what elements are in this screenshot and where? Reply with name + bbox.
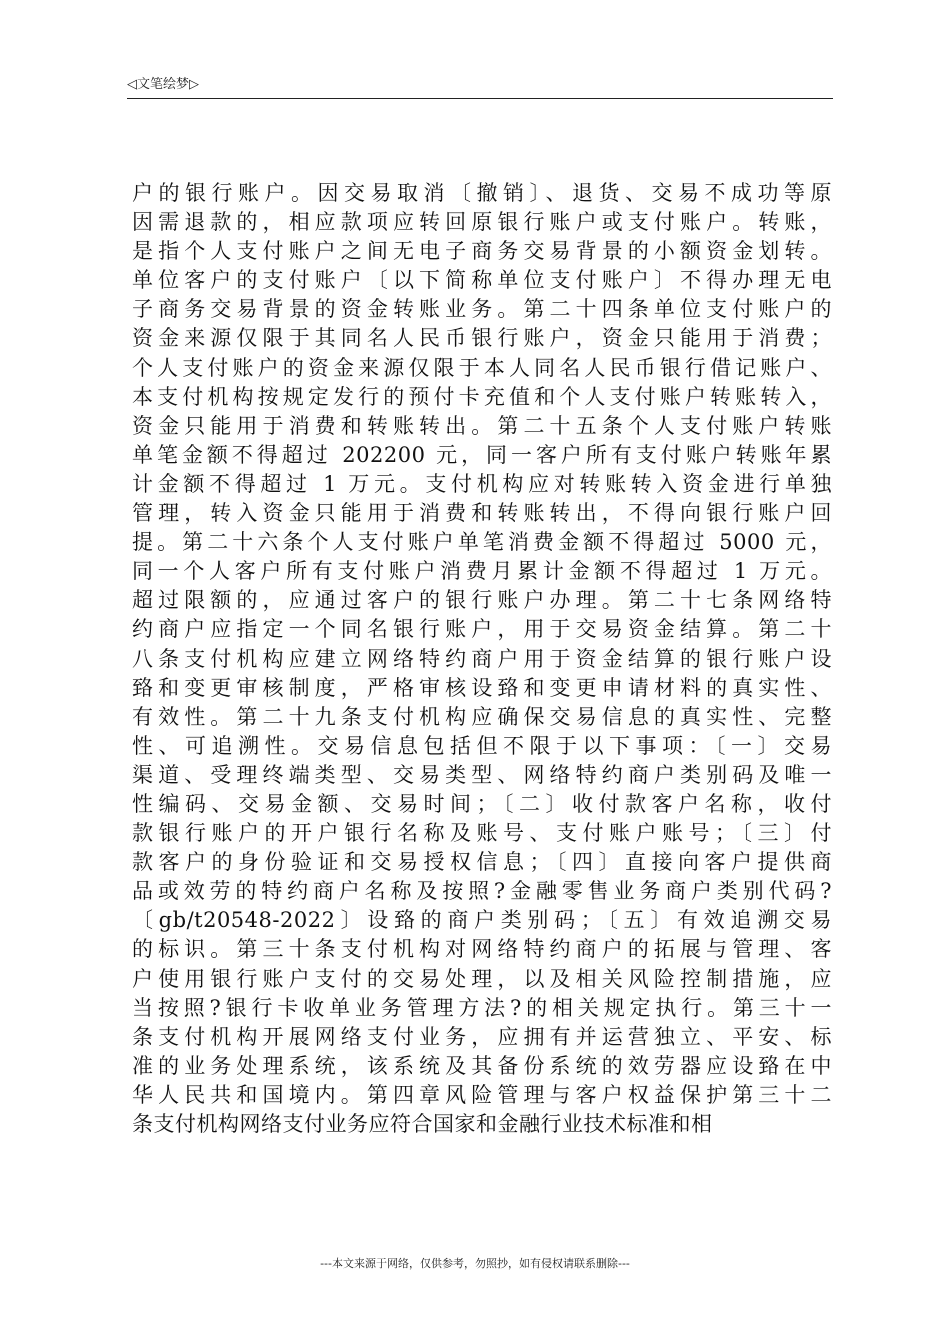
text-line: 本支付机构按规定发行的预付卡充值和个人支付账户转账转入，: [132, 384, 832, 409]
text-line: 计金额不得超过 1 万元。支付机构应对转账转入资金进行单独: [132, 471, 832, 496]
text-line: 资金来源仅限于其同名人民币银行账户，资金只能用于消费；: [132, 326, 832, 351]
text-line: 的标识。第三十条支付机构对网络特约商户的拓展与管理、客: [132, 937, 832, 962]
text-line: 子商务交易背景的资金转账业务。第二十四条单位支付账户的: [132, 297, 832, 322]
text-line: 超过限额的，应通过客户的银行账户办理。第二十七条网络特: [132, 588, 832, 613]
text-line: 品或效劳的特约商户名称及按照?金融零售业务商户类别代码?: [132, 879, 832, 904]
text-line: 管理，转入资金只能用于消费和转账转出，不得向银行账户回: [132, 501, 832, 526]
text-line: 华人民共和国境内。第四章风险管理与客户权益保护第三十二: [132, 1082, 832, 1107]
text-line: 款银行账户的开户银行名称及账号、支付账户账号；〔三〕付: [132, 821, 832, 846]
text-line: 准的业务处理系统，该系统及其备份系统的效劳器应设臵在中: [132, 1053, 832, 1078]
text-line: 因需退款的，相应款项应转回原银行账户或支付账户。转账，: [132, 210, 832, 235]
text-line: 单位客户的支付账户〔以下简称单位支付账户〕不得办理无电: [132, 268, 832, 293]
text-line: 资金只能用于消费和转账转出。第二十五条个人支付账户转账: [132, 413, 832, 438]
text-line: 约商户应指定一个同名银行账户，用于交易资金结算。第二十: [132, 617, 832, 642]
footer-notice: ---本文来源于网络，仅供参考，勿照抄，如有侵权请联系删除---: [320, 1257, 630, 1270]
text-line: 个人支付账户的资金来源仅限于本人同名人民币银行借记账户、: [132, 355, 832, 380]
text-line: 渠道、受理终端类型、交易类型、网络特约商户类别码及唯一: [132, 762, 832, 787]
page-header: [127, 74, 833, 99]
text-line: 提。第二十六条个人支付账户单笔消费金额不得超过 5000 元，: [132, 530, 832, 555]
text-line: 条支付机构开展网络支付业务，应拥有并运营独立、平安、标: [132, 1024, 832, 1049]
text-line: 单笔金额不得超过 202200 元，同一客户所有支付账户转账年累: [132, 442, 832, 467]
text-line: 八条支付机构应建立网络特约商户用于资金结算的银行账户设: [132, 646, 832, 671]
body-text: [132, 179, 832, 1139]
text-line: 当按照?银行卡收单业务管理方法?的相关规定执行。第三十一: [132, 995, 832, 1020]
text-line: 性、可追溯性。交易信息包括但不限于以下事项：〔一〕交易: [132, 733, 832, 758]
header-brand: ◁文笔绘梦▷: [127, 77, 199, 92]
text-line: 〔gb/t20548-2022〕设臵的商户类别码；〔五〕有效追溯交易: [132, 908, 832, 933]
text-line: 性编码、交易金额、交易时间；〔二〕收付款客户名称，收付: [132, 791, 832, 816]
text-line: 款客户的身份验证和交易授权信息；〔四〕直接向客户提供商: [132, 850, 832, 875]
text-line: 同一个人客户所有支付账户消费月累计金额不得超过 1 万元。: [132, 559, 832, 584]
text-line: 条支付机构网络支付业务应符合国家和金融行业技术标准和相: [132, 1112, 713, 1136]
text-line: 户的银行账户。因交易取消〔撤销〕、退货、交易不成功等原: [132, 181, 832, 205]
text-line: 户使用银行账户支付的交易处理，以及相关风险控制措施，应: [132, 966, 832, 991]
text-line: 是指个人支付账户之间无电子商务交易背景的小额资金划转。: [132, 239, 832, 264]
text-line: 臵和变更审核制度，严格审核设臵和变更申请材料的真实性、: [132, 675, 832, 700]
text-line: 有效性。第二十九条支付机构应确保交易信息的真实性、完整: [132, 704, 832, 729]
